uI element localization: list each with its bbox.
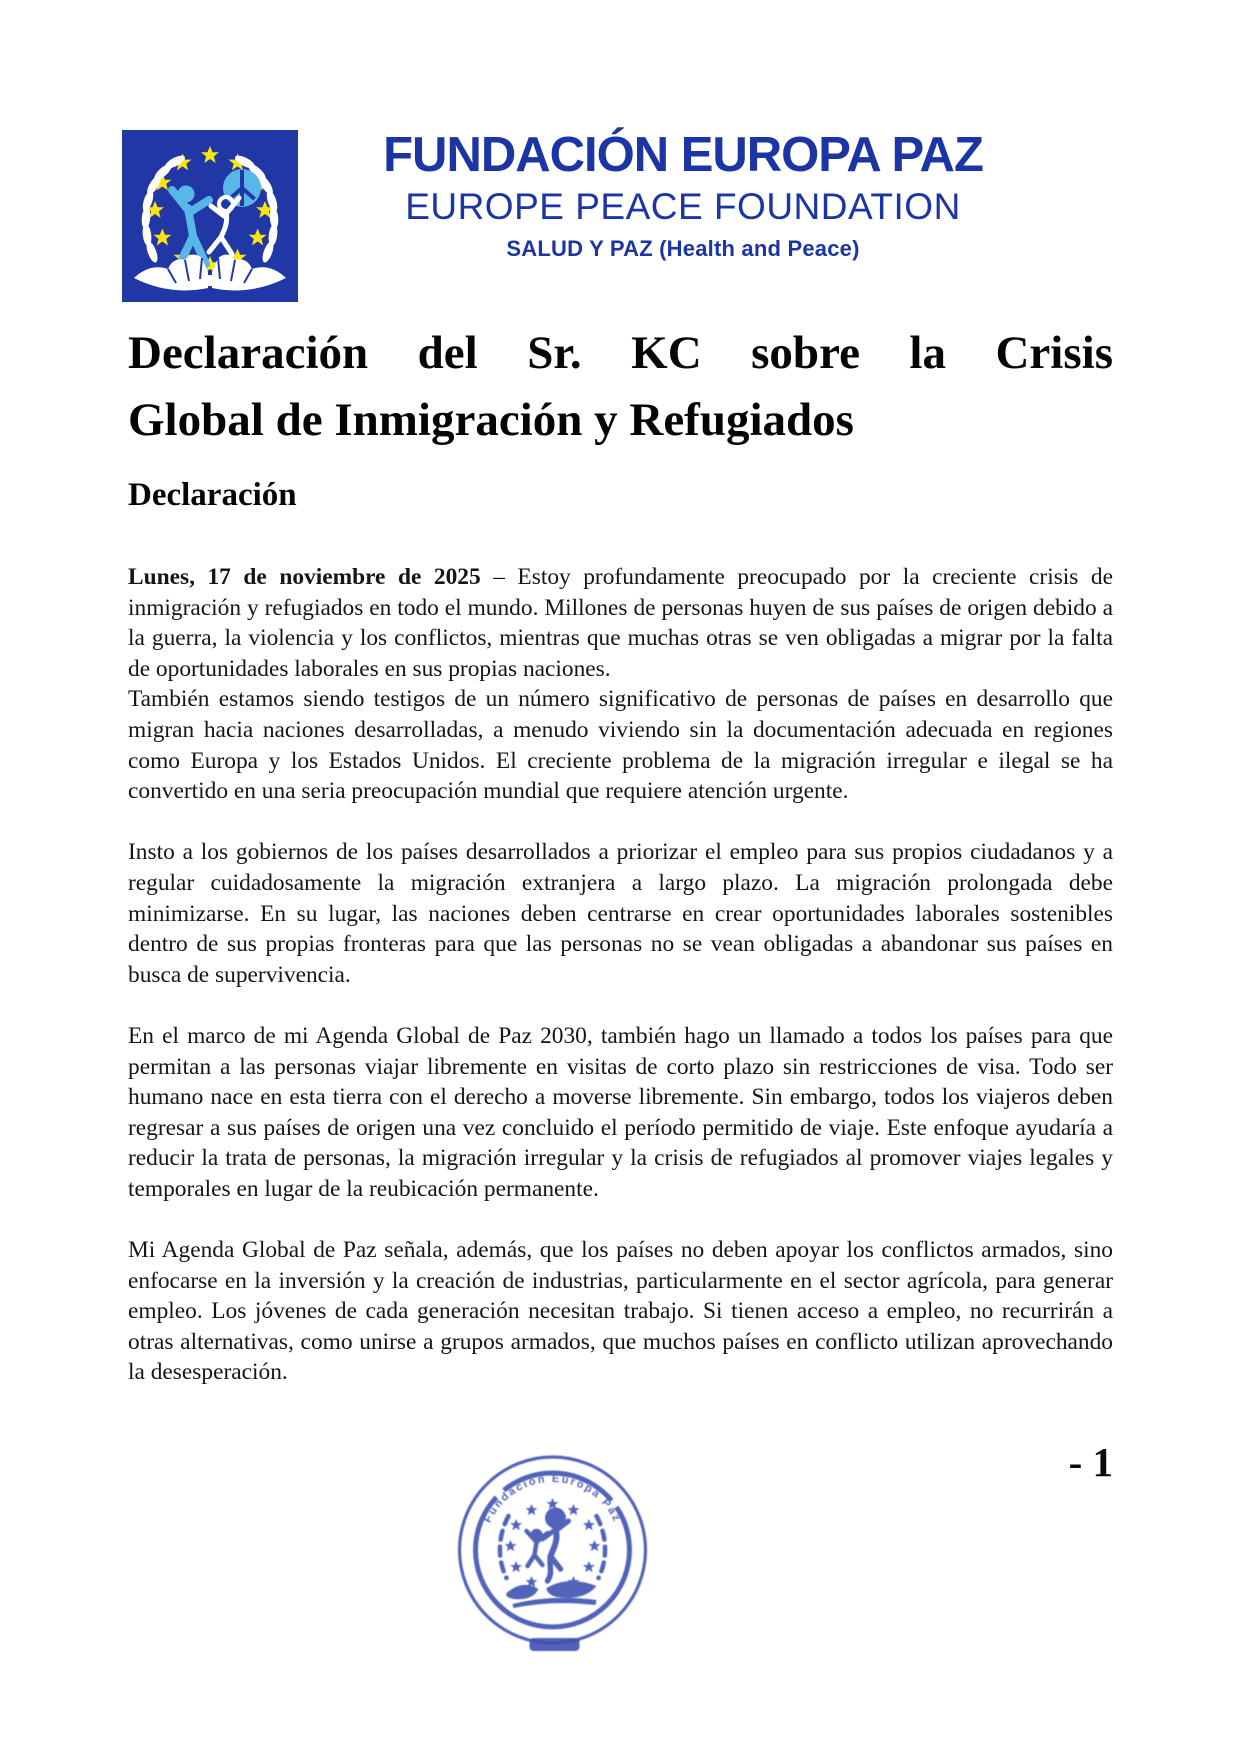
paragraph-date-intro-text: – Estoy profundamente preocupado por la creciente crisis de inmigración y refugiados en todo el mundo. Millones de personas huyen de sus países de origen debido a la guerra, la violencia y los conflictos, mientras que muchas otras se ven obligadas a migrar por la falta de oportunidades laborales en sus propias naciones. bbox=[128, 564, 1114, 682]
org-name-spanish: FUNDACIÓN EUROPA PAZ bbox=[383, 128, 983, 182]
org-tagline: SALUD Y PAZ (Health and Peace) bbox=[506, 236, 860, 262]
foundation-logo-icon bbox=[122, 130, 298, 302]
document-title-line1: Declaración del Sr. KC sobre la Crisis bbox=[128, 327, 1113, 379]
document-title-line2: Global de Inmigración y Refugiados bbox=[128, 394, 854, 446]
peace-symbol bbox=[223, 169, 261, 207]
stamp-figures bbox=[527, 1508, 569, 1582]
page-number: - 1 bbox=[1068, 1439, 1113, 1485]
paragraph-date-intro bbox=[128, 562, 1113, 684]
paragraph-agenda-2030: En el marco de mi Agenda Global de Paz 2030, también hago un llamado a todos los países para que permitan a las personas viajar libremente en visitas de corto plazo sin restricciones de visa. Todo ser humano nace en esta tierra con el derecho a moverse libremente. Sin embargo, todos los viajeros deben regresar a sus países de origen una vez concluido el período permitido de viaje. Este enfoque ayudaría a reducir la trata de personas, la migración irregular y la crisis de refugiados al promover viajes legales y temporales en lugar de la reubicación permanente. bbox=[128, 1022, 1113, 1202]
document-title bbox=[128, 320, 1113, 454]
foundation-seal-stamp bbox=[450, 1450, 655, 1660]
letterhead bbox=[298, 128, 1068, 262]
document-body bbox=[128, 562, 1113, 1419]
paragraph-agenda-conflicts: Mi Agenda Global de Paz señala, además, que los países no deben apoyar los conflictos armados, sino enfocarse en la inversión y la creación de industrias, particularmente en el sector agrícola, para generar empleo. Los jóvenes de cada generación necesitan trabajo. Si tienen acceso a empleo, no recurrirán a otras alternativas, como unirse a grupos armados, que muchos países en conflicto utilizan aprovechando la desesperación. bbox=[128, 1237, 1113, 1386]
paragraph-urging-governments: Insto a los gobiernos de los países desarrollados a priorizar el empleo para sus propios ciudadanos y a regular cuidadosamente la migración extranjera a largo plazo. La migración prolongada debe minimizarse. En su lugar, las naciones deben centrarse en crear oportunidades laborales sostenibles dentro de sus propias fronteras para que las personas no se vean obligadas a abandonar sus países en busca de supervivencia. bbox=[128, 839, 1113, 988]
section-heading: Declaración bbox=[128, 477, 297, 513]
paragraph-witnessing: También estamos siendo testigos de un número significativo de personas de países en desarrollo que migran hacia naciones desarrolladas, a menudo viviendo sin la documentación adecuada en regiones como Europa y los Estados Unidos. El creciente problema de la migración irregular e ilegal se ha convertido en una seria preocupación mundial que requiere atención urgente. bbox=[128, 686, 1113, 805]
stamp-curved-text: Fundación Europa Paz bbox=[481, 1472, 624, 1525]
stamp-waves bbox=[506, 1581, 596, 1608]
date-lead: Lunes, 17 de noviembre de 2025 bbox=[128, 564, 481, 590]
stamp-bottom-text-blob bbox=[530, 1638, 580, 1651]
org-name-english: EUROPE PEACE FOUNDATION bbox=[405, 185, 961, 227]
